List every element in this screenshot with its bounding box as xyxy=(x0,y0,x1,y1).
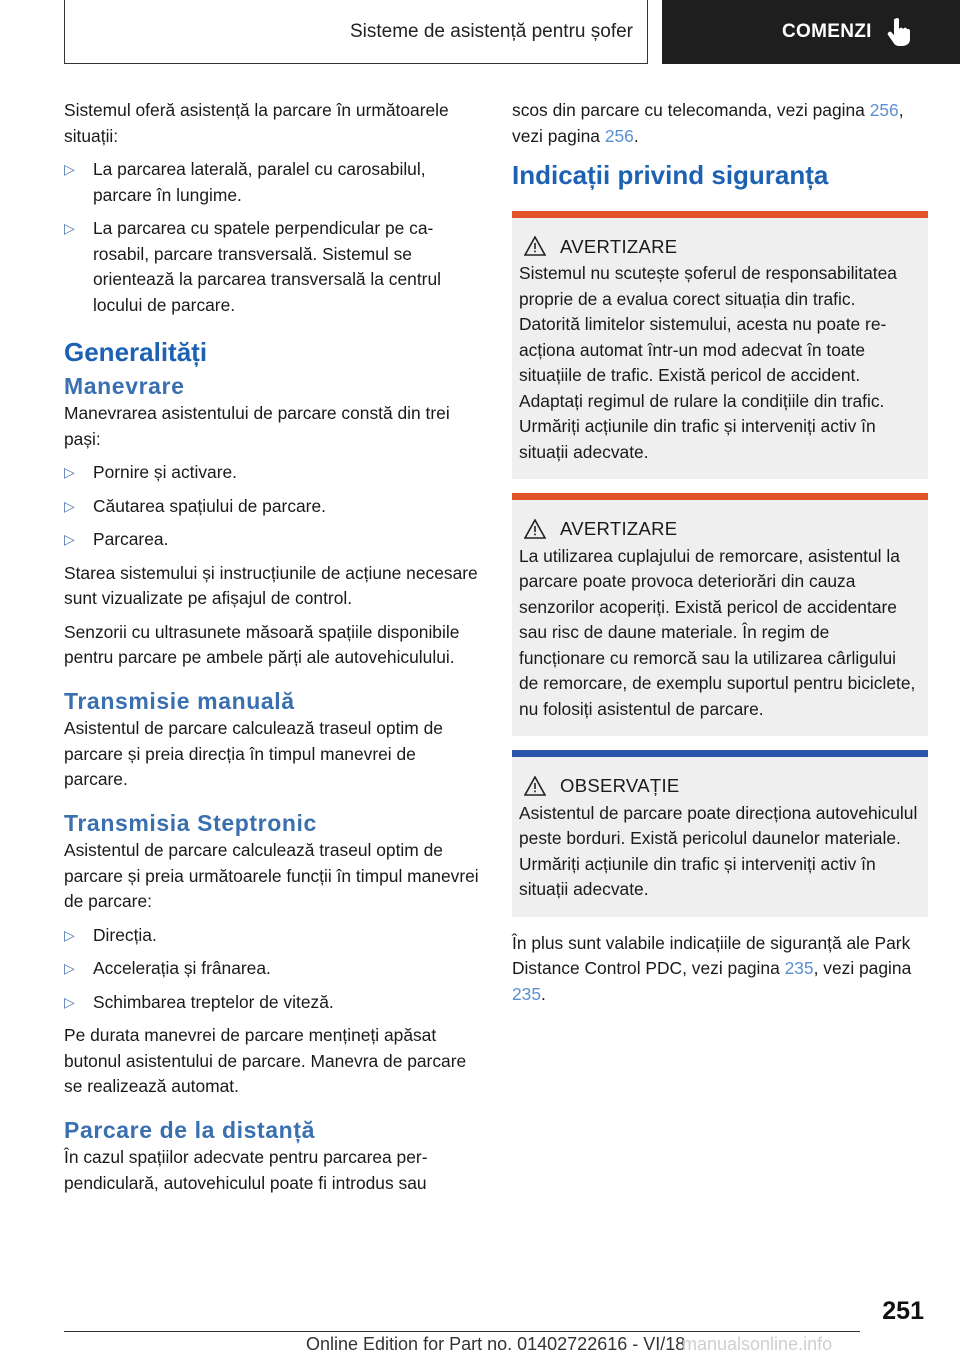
status-paragraph: Starea sistemului și instrucțiunile de acțiune necesare sunt vizualizate pe afișajul de control. xyxy=(64,562,478,608)
page-link[interactable]: 235 xyxy=(512,983,542,1004)
list-item: ▷ Parcarea. xyxy=(64,527,480,553)
list-item: ▷ La parcarea laterală, paralel cu carosabilul, parcare în lungime. xyxy=(64,159,426,205)
intro-paragraph: Sistemul oferă asistență la parcare în următoarele situații: xyxy=(64,100,449,146)
triangle-bullet-icon: ▷ xyxy=(64,464,75,480)
footer-divider xyxy=(64,1331,860,1332)
continued-paragraph: scos din parcare cu telecomanda, vezi pagina 256, vezi pagina 256. xyxy=(512,100,904,146)
heading-generalitati: Generalități xyxy=(64,337,208,367)
list-item: ▷ Pornire și activare. xyxy=(64,460,480,486)
heading-steptronic: Transmisia Steptronic xyxy=(64,809,317,836)
warning-text: La utilizarea cuplajului de remorcare, asistentul la parcare poate provoca deteriorări din cauza senzorilor acoperiți. Există pericol de accidentare sau risc de daune materiale. În regim de funcționare cu remorcă sau la utilizarea cârligului de remorcare, de exemplu suportul pentru biciclete, nu folosiți asistentul de parcare. xyxy=(519,545,916,719)
tab-label: COMENZI xyxy=(782,21,872,42)
triangle-bullet-icon: ▷ xyxy=(64,926,75,943)
warning-title: AVERTIZARE xyxy=(560,518,678,539)
page-link[interactable]: 235 xyxy=(784,958,814,978)
warning-triangle-icon xyxy=(524,519,546,539)
right-column xyxy=(512,98,928,1015)
warning-triangle-icon xyxy=(524,236,546,256)
intro-list xyxy=(64,157,480,318)
list-item: ▷ Căutarea spațiului de parcare. xyxy=(64,494,480,520)
extra-paragraph: În plus sunt valabile indicațiile de siguranță ale Park Distance Control PDC, vezi pagina 235, vezi pagina 235. xyxy=(512,932,912,1004)
warning-text: Sistemul nu scutește șoferul de responsabilitatea proprie de a evalua corect situația din trafic. Datorită limitelor sistemului, acesta nu poate reacționa automat într-un mod adecvat în toate situațiile de trafic. Există pericol de accident. Adaptați regimul de rulare la condițiile din trafic. Urmăriți acțiunile din trafic și interveniți activ în situații adecvate. xyxy=(519,263,897,462)
remote-paragraph: În cazul spațiilor adecvate pentru parcarea perpendiculară, autovehiculul poate fi introdus sau xyxy=(64,1147,428,1193)
sensor-paragraph: Senzorii cu ultrasunete măsoară spațiile disponibile pentru parcare pe ambele părți ale autovehiculului. xyxy=(64,621,460,667)
note-box xyxy=(512,750,928,917)
triangle-bullet-icon: ▷ xyxy=(64,531,75,547)
warning-box xyxy=(512,211,928,480)
list-item: ▷ Accelerația și frânarea. xyxy=(64,956,480,982)
triangle-bullet-icon: ▷ xyxy=(64,220,75,236)
warning-triangle-icon xyxy=(524,776,546,796)
warning-box xyxy=(512,493,928,736)
footer-watermark: manualsonline.info xyxy=(682,1334,833,1354)
heading-manevrare: Manevrare xyxy=(64,372,185,399)
list-item: ▷ Direcția. xyxy=(64,923,480,949)
heading-parcare-distanta: Parcare de la distanță xyxy=(64,1116,315,1143)
heading-siguranta: Indicații privind siguranța xyxy=(512,160,829,190)
triangle-bullet-icon: ▷ xyxy=(64,993,75,1010)
section-title: Sisteme de asistență pentru șofer xyxy=(349,20,633,42)
list-item: ▷ Schimbarea treptelor de viteză. xyxy=(64,990,480,1016)
heading-transmisie-manuala: Transmisie manuală xyxy=(64,687,295,714)
manevrare-list xyxy=(64,460,480,553)
hold-paragraph: Pe durata manevrei de parcare mențineți apăsat butonul asistentului de parcare. Manevra de parcare se realizează automat. xyxy=(64,1025,467,1096)
tab-comenzi[interactable] xyxy=(662,0,960,64)
manevrare-paragraph: Manevrarea asistentului de parcare constă din trei pași: xyxy=(64,403,450,449)
pointing-hand-icon xyxy=(886,17,912,47)
footer-edition: Online Edition for Part no. 01402722616 - VI/18 xyxy=(306,1334,686,1354)
steptronic-paragraph: Asistentul de parcare calculează traseul optim de parcare și preia următoarele funcții în timpul manevrei de parcare: xyxy=(64,840,479,911)
warning-title: AVERTIZARE xyxy=(560,235,678,257)
left-column xyxy=(64,98,480,1204)
steptronic-list xyxy=(64,923,480,1016)
header-section-title xyxy=(64,0,648,64)
page-link[interactable]: 256 xyxy=(869,100,899,120)
triangle-bullet-icon: ▷ xyxy=(64,497,75,514)
list-item: ▷ La parcarea cu spatele perpendicular pe carosabil, parcare transversală. Sistemul se orientează la parcarea transversală la centrul locului de parcare. xyxy=(64,218,441,315)
page-number: 251 xyxy=(882,1297,924,1325)
page-link[interactable]: 256 xyxy=(604,125,634,146)
manual-paragraph: Asistentul de parcare calculează traseul optim de parcare și preia direcția în timpul manevrei de parcare. xyxy=(64,718,443,789)
triangle-bullet-icon: ▷ xyxy=(64,161,75,177)
note-title: OBSERVAȚIE xyxy=(560,775,680,796)
triangle-bullet-icon: ▷ xyxy=(64,960,75,976)
note-text: Asistentul de parcare poate direcționa autovehiculul peste borduri. Există pericolul daunelor materiale. Urmăriți acțiunile din trafic și interveniți activ în situații adecvate. xyxy=(519,802,918,899)
